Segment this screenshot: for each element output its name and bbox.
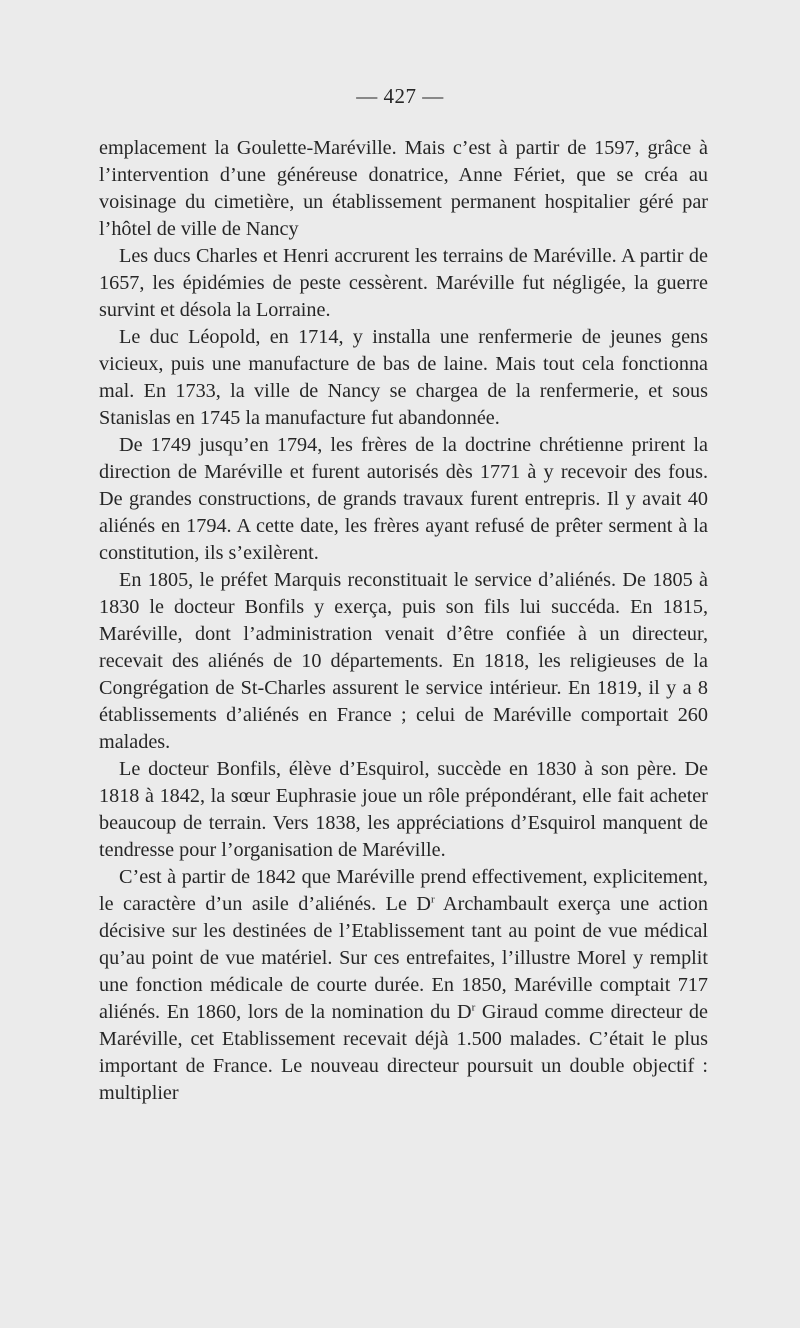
paragraph-6: Le docteur Bonfils, élève d’Esquirol, succède en 1830 à son père. De 1818 à 1842, la sœur Euphrasie joue un rôle prépondérant, elle fait acheter beaucoup de terrain. Vers 1838, les appréciations d’Esquirol manquent de tendresse pour l’organisation de Maréville.	[99, 758, 708, 861]
paragraph-3: Le duc Léopold, en 1714, y installa une renfermerie de jeunes gens vicieux, puis une manufacture de bas de laine. Mais tout cela fonctionna mal. En 1733, la ville de Nancy se chargea de la renfermerie, et sous Stanislas en 1745 la manufacture fut abandonnée.	[99, 326, 708, 429]
paragraph-7	[99, 864, 708, 1107]
paragraph-7-part-1: C’est à partir de 1842 que Maréville prend effectivement, explicitement, le caractère d’un asile d’aliénés. Le D	[99, 866, 708, 915]
doctor-abbrev-sup-2: r	[471, 1001, 476, 1014]
paragraph-5: En 1805, le préfet Marquis reconstituait le service d’aliénés. De 1805 à 1830 le docteur Bonfils y exerça, puis son fils lui succéda. En 1815, Maréville, dont l’administration venait d’être confiée à un directeur, recevait des aliénés de 10 départements. En 1818, les religieuses de la Congrégation de St-Charles assurent le service intérieur. En 1819, il y a 8 établissements d’aliénés en France ; celui de Maréville comportait 260 malades.	[99, 569, 708, 753]
page-number: — 427 —	[356, 84, 444, 108]
paragraph-7-part-2: Archambault exerça une action décisive sur les destinées de l’Etablissement tant au point de vue médical qu’au point de vue matériel. Sur ces entrefaites, l’illustre Morel y remplit une fonction médicale de courte durée. En 1850, Maréville comptait 717 aliénés. En 1860, lors de la nomination du D	[99, 893, 708, 1023]
paragraph-7-part-3: Giraud comme directeur de Maréville, cet Etablissement recevait déjà 1.500 malades. C’était le plus important de France. Le nouveau directeur poursuit un double objectif : multiplier	[99, 1001, 708, 1104]
doctor-abbrev-sup-1: r	[431, 893, 435, 906]
paragraph-1: emplacement la Goulette-Maréville. Mais c’est à partir de 1597, grâce à l’intervention d’une généreuse donatrice, Anne Fériet, que se créa au voisinage du cimetière, un établissement permanent hospitalier géré par l’hôtel de ville de Nancy	[99, 137, 708, 240]
paragraph-4: De 1749 jusqu’en 1794, les frères de la doctrine chrétienne prirent la direction de Maréville et furent autorisés dès 1771 à y recevoir des fous. De grandes constructions, de grands travaux furent entrepris. Il y avait 40 aliénés en 1794. A cette date, les frères ayant refusé de prêter serment à la constitution, ils s’exilèrent.	[99, 434, 708, 564]
paragraph-2: Les ducs Charles et Henri accrurent les terrains de Maréville. A partir de 1657, les épidémies de peste cessèrent. Maréville fut négligée, la guerre survint et désola la Lorraine.	[99, 245, 708, 321]
body-text	[99, 135, 708, 1107]
